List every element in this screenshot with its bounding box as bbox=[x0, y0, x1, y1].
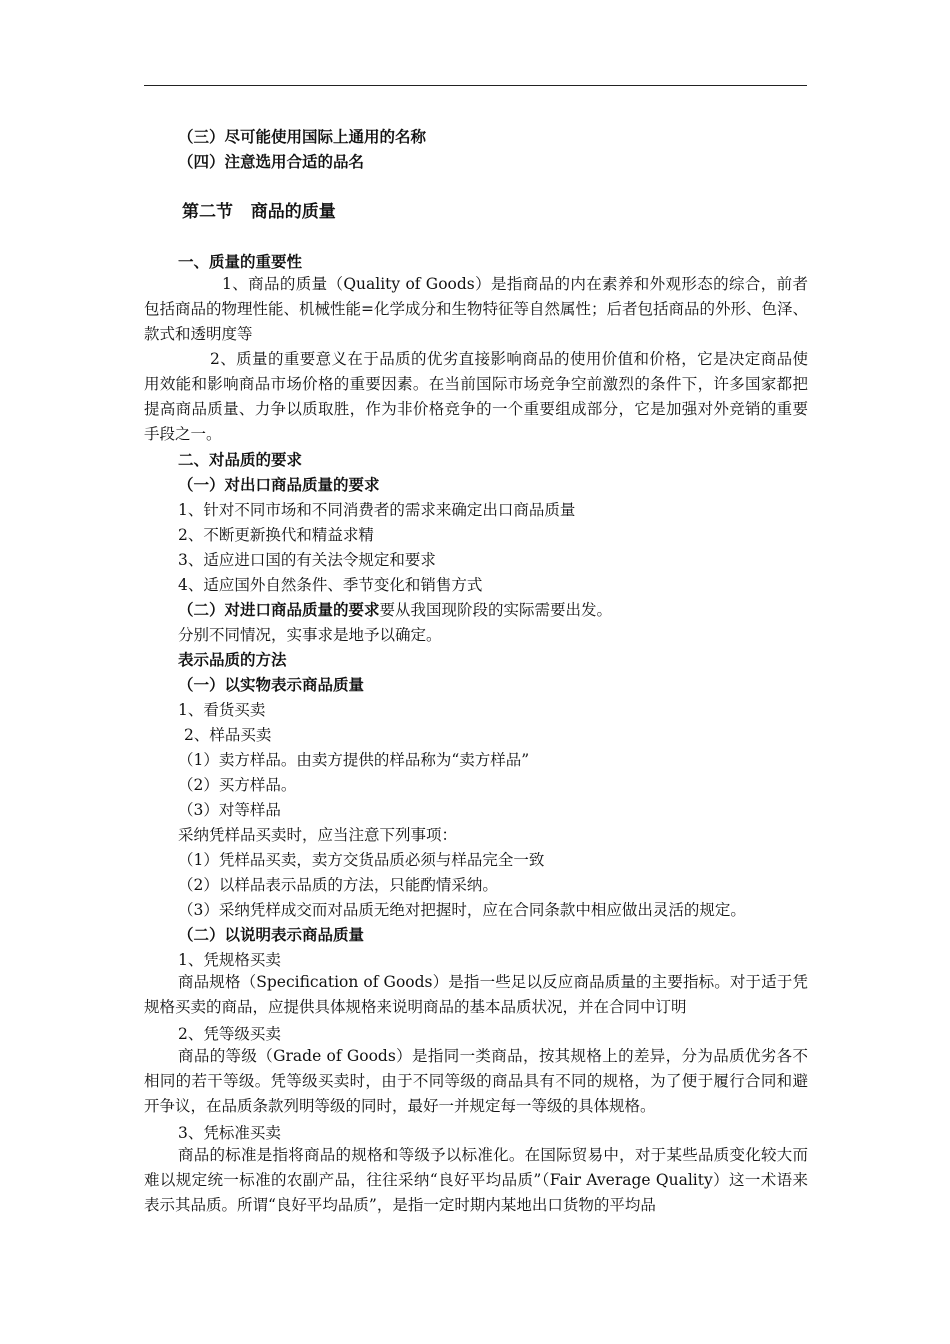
heading-item-4: （四）注意选用合适的品名 bbox=[178, 152, 365, 171]
heading-description: （二）以说明表示商品质量 bbox=[178, 925, 365, 944]
heading-methods: 表示品质的方法 bbox=[178, 650, 287, 669]
paragraph-specification: 商品规格（Specification of Goods）是指一些足以反应商品质量的主要指标。对于适于凭规格买卖的商品，应提供具体规格来说明商品的基本品质状况，并在合同中订明 bbox=[144, 973, 808, 1016]
list-item: （2）买方样品。 bbox=[178, 776, 297, 794]
list-item: （1）凭样品买卖，卖方交货品质必须与样品完全一致 bbox=[178, 851, 545, 869]
list-item: （3）对等样品 bbox=[178, 801, 281, 819]
paragraph-standard: 商品的标准是指将商品的规格和等级予以标准化。在国际贸易中，对于某些品质变化较大而难以规定统一标准的农副产品，往往采纳“良好平均品质”（Fair Average Quality）这一术语来表示其品质。所谓“良好平均品质”，是指一定时期内某地出口货物的平均品 bbox=[144, 1146, 808, 1214]
list-item: 3、凭标准买卖 bbox=[178, 1124, 281, 1142]
heading-requirements: 二、对品质的要求 bbox=[178, 450, 303, 469]
heading-import-requirements: （二）对进口商品质量的要求 bbox=[178, 600, 380, 619]
heading-item-3: （三）尽可能使用国际上通用的名称 bbox=[178, 127, 427, 146]
section-title: 第二节 商品的质量 bbox=[182, 202, 336, 222]
heading-export-requirements: （一）对出口商品质量的要求 bbox=[178, 475, 380, 494]
list-item: 3、适应进口国的有关法令规定和要求 bbox=[178, 551, 436, 569]
heading-importance: 一、质量的重要性 bbox=[178, 252, 303, 271]
list-item: 1、凭规格买卖 bbox=[178, 951, 281, 969]
list-item: 2、凭等级买卖 bbox=[178, 1025, 281, 1043]
list-item: 1、看货买卖 bbox=[178, 701, 266, 719]
list-item: （2）以样品表示品质的方法，只能酌情采纳。 bbox=[178, 876, 498, 894]
import-requirements-text: 要从我国现阶段的实际需要出发。 bbox=[379, 601, 613, 619]
heading-physical-sample: （一）以实物表示商品质量 bbox=[178, 675, 365, 694]
list-item: 2、样品买卖 bbox=[184, 726, 272, 744]
paragraph-quality-definition: 1、商品的质量（Quality of Goods）是指商品的内在素养和外观形态的综合，前者包括商品的物理性能、机械性能=化学成分和生物特征等自然属性；后者包括商品的外形、色泽、款式和透明度等 bbox=[144, 275, 808, 343]
list-item: （3）采纳凭样成交而对品质无绝对把握时，应在合同条款中相应做出灵活的规定。 bbox=[178, 901, 746, 919]
paragraph-quality-importance: 2、质量的重要意义在于品质的优劣直接影响商品的使用价值和价格，它是决定商品使用效能和影响商品市场价格的重要因素。在当前国际市场竞争空前激烈的条件下，许多国家都把提高商品质量、力争以质取胜，作为非价格竞争的一个重要组成部分，它是加强对外竞销的重要手段之一。 bbox=[144, 350, 808, 443]
import-requirements-line bbox=[178, 600, 612, 620]
import-requirements-note: 分别不同情况，实事求是地予以确定。 bbox=[178, 626, 442, 644]
paragraph-grade: 商品的等级（Grade of Goods）是指同一类商品，按其规格上的差异，分为品质优劣各不相同的若干等级。凭等级买卖时，由于不同等级的商品具有不同的规格，为了便于履行合同和避开争议，在品质条款列明等级的同时，最好一并规定每一等级的具体规格。 bbox=[144, 1047, 808, 1115]
list-item: （1）卖方样品。由卖方提供的样品称为“卖方样品” bbox=[178, 751, 530, 769]
list-item: 采纳凭样品买卖时，应当注意下列事项： bbox=[178, 826, 458, 844]
list-item: 2、不断更新换代和精益求精 bbox=[178, 526, 374, 544]
list-item: 1、针对不同市场和不同消费者的需求来确定出口商品质量 bbox=[178, 501, 576, 519]
header-rule bbox=[144, 85, 807, 86]
list-item: 4、适应国外自然条件、季节变化和销售方式 bbox=[178, 576, 483, 594]
